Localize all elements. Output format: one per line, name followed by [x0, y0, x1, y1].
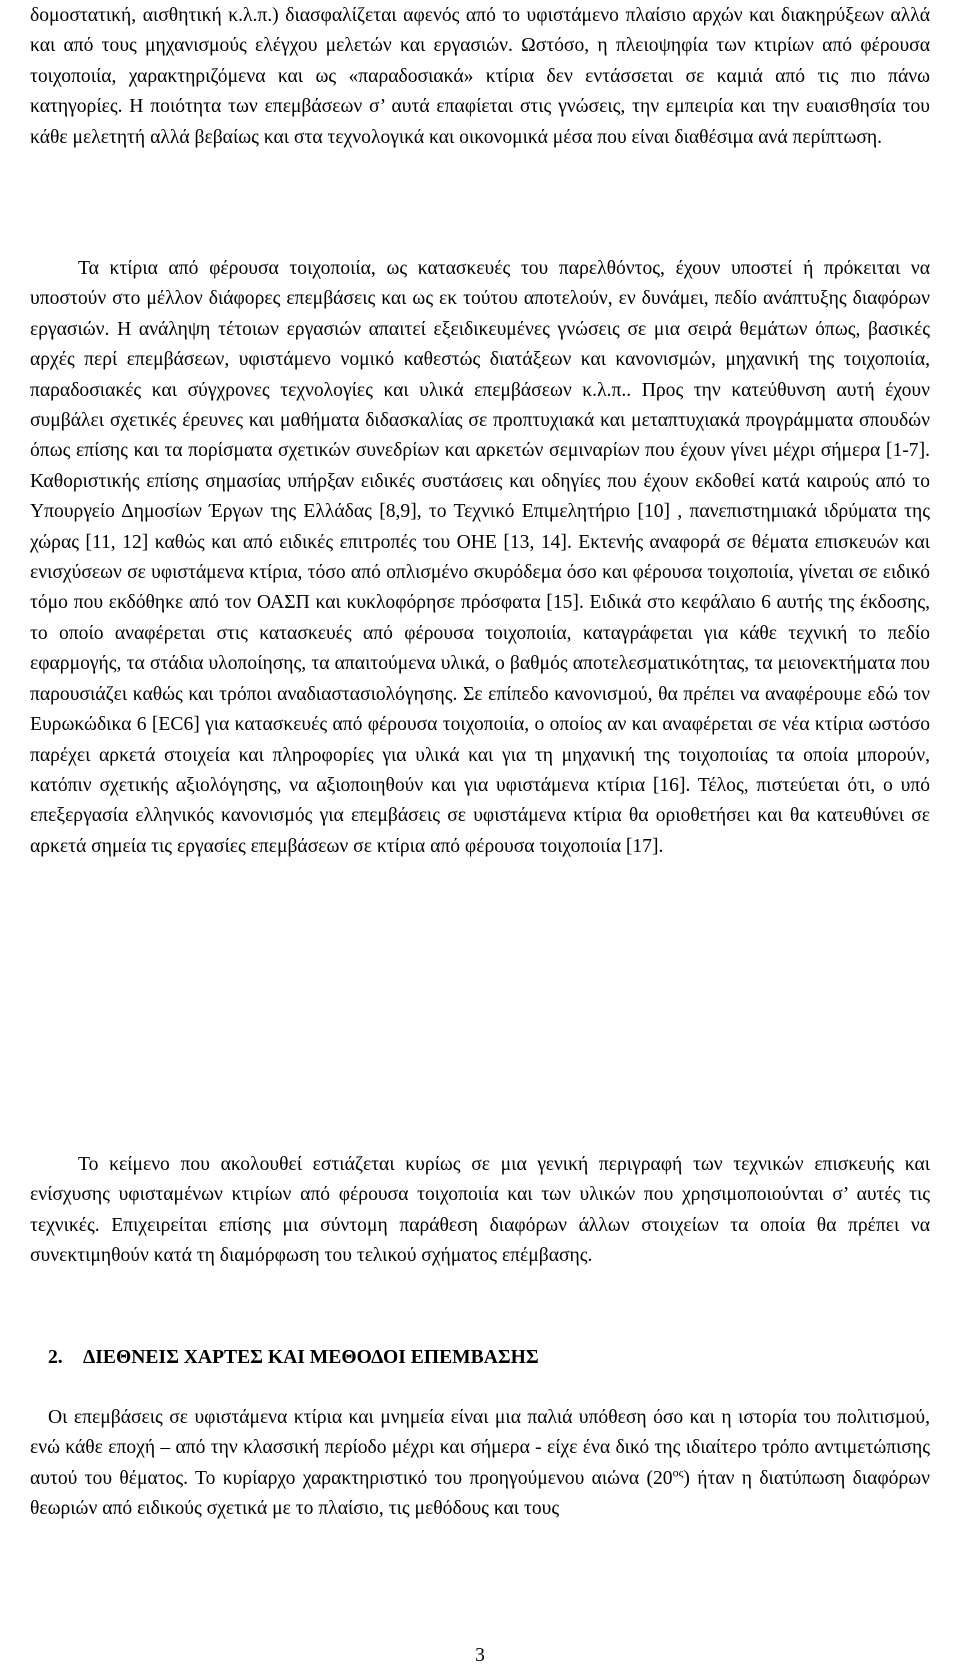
paragraph: Το κείμενο που ακολουθεί εστιάζεται κυρίως σε μια γενική περιγραφή των τεχνικών επισκευής και ενίσχυσης υφισταμένων κτιρίων από φέρουσα τοιχοποιία και των υλικών που χρησιμοποιούνται σ’ αυτές τις τεχνικές. Επιχειρείται επίσης μια σύντομη παράθεση διαφόρων άλλων στοιχείων τα οποία θα πρέπει να συνεκτιμηθούν κατά τη διαμόρφωση του τελικού σχήματος επέμβασης.	[30, 1154, 930, 1267]
page-number: 3	[475, 1645, 485, 1666]
paragraph: Τα κτίρια από φέρουσα τοιχοποιία, ως κατασκευές του παρελθόντος, έχουν υποστεί ή πρόκειται να υποστούν στο μέλλον διάφορες επεμβάσεις και ως εκ τούτου αποτελούν, εν δυνάμει, πεδίο ανάπτυξης διαφόρων εργασιών. Η ανάληψη τέτοιων εργασιών απαιτεί εξειδικευμένες γνώσεις σε μια σειρά θεμάτων όπως, βασικές αρχές περί επεμβάσεων, υφιστάμενο νομικό καθεστώς διατάξεων και κανονισμών, μηχανική της τοιχοποιία, παραδοσιακές και σύγχρονες τεχνολογίες και υλικά επεμβάσεων κ.λ.π.. Προς την κατεύθυνση αυτή έχουν συμβάλει σχετικές έρευνες και μαθήματα διδασκαλίας σε προπτυχιακά και μεταπτυχιακά προγράμματα σπουδών όπως επίσης και τα πορίσματα σχετικών συνεδρίων και αρκετών σεμιναρίων που έχουν γίνει μέχρι σήμερα [1-7]. Καθοριστικής επίσης σημασίας υπήρξαν ειδικές συστάσεις και οδηγίες που έχουν εκδοθεί κατά καιρούς από το Υπουργείο Δημοσίων Έργων της Ελλάδας [8,9], το Τεχνικό Επιμελητήριο [10] , πανεπιστημιακά ιδρύματα της χώρας [11, 12] καθώς και από ειδικές επιτροπές του ΟΗΕ [13, 14]. Εκτενής αναφορά σε θέματα επισκευών και ενισχύσεων σε υφιστάμενα κτίρια, τόσο από οπλισμένο σκυρόδεμα όσο και φέρουσα τοιχοποιία, γίνεται σε ειδικό τόμο που εκδόθηκε από τον ΟΑΣΠ και κυκλοφόρησε πρόσφατα [15]. Ειδικά στο κεφάλαιο 6 αυτής της έκδοσης, το οποίο αναφέρεται στις κατασκευές από φέρουσα τοιχοποιία, καταγράφεται για κάθε τεχνική το πεδίο εφαρμογής, τα στάδια υλοποίησης, τα απαιτούμενα υλικά, ο βαθμός αποτελεσματικότητας, τα μειονεκτήματα που παρουσιάζει καθώς και τρόποι αναδιαστασιολόγησης. Σε επίπεδο κανονισμού, θα πρέπει να αναφέρουμε εδώ τον Ευρωκώδικα 6 [EC6] για κατασκευές από φέρουσα τοιχοποιία, ο οποίος αν και αναφέρεται σε νέα κτίρια ωστόσο παρέχει αρκετά στοιχεία και πληροφορίες για υλικά και για τη μηχανική της τοιχοποιίας τα οποία μπορούν, κατόπιν σχετικής αξιολόγησης, να αξιοποιηθούν και για υφιστάμενα κτίρια [16]. Τέλος, πιστεύεται ότι, ο υπό επεξεργασία ελληνικός κανονισμός για επεμβάσεις σε υφιστάμενα κτίρια θα οριοθετήσει και θα κατευθύνει σε αρκετά σημεία τις εργασίες επεμβάσεων σε κτίρια από φέρουσα τοιχοποιία [17].	[30, 258, 930, 857]
section-heading	[48, 1343, 539, 1373]
section-title: ΔΙΕΘΝΕΙΣ ΧΑΡΤΕΣ ΚΑΙ ΜΕΘΟΔΟΙ ΕΠΕΜΒΑΣΗΣ	[83, 1347, 539, 1368]
paragraph	[30, 1403, 930, 1525]
paragraph-text: Οι επεμβάσεις σε υφιστάμενα κτίρια και μνημεία είναι μια παλιά υπόθεση όσο και η ιστορία του πολιτισμού, ενώ κάθε εποχή – από την κλασσική περίοδο μέχρι και σήμερα - είχε ένα δικό της ιδιαίτερο τρόπο αντιμετώπισης αυτού του θέματος. Το κυρίαρχο χαρακτηριστικό του προηγούμενου αιώνα (20	[30, 1407, 930, 1489]
section-number: 2.	[48, 1347, 63, 1368]
superscript: ος	[672, 1465, 684, 1480]
paragraph-text: ) ήταν η διατύπωση διαφόρων θεωριών από ειδικούς σχετικά με το πλαίσιο, τις μεθόδους και τους	[30, 1467, 930, 1520]
paragraph: δομοστατική, αισθητική κ.λ.π.) διασφαλίζεται αφενός από το υφιστάμενο πλαίσιο αρχών και διακηρύξεων αλλά και από τους μηχανισμούς ελέγχου μελετών και εργασιών. Ωστόσο, η πλειοψηφία των κτιρίων από φέρουσα τοιχοποιία, χαρακτηριζόμενα και ως «παραδοσιακά» κτίρια δεν εντάσσεται σε καμιά από τις πιο πάνω κατηγορίες. Η ποιότητα των επεμβάσεων σ’ αυτά επαφίεται στις γνώσεις, την εμπειρία και την ευαισθησία του κάθε μελετητή αλλά βεβαίως και στα τεχνολογικά και οικονομικά μέσα που είναι διαθέσιμα ανά περίπτωση.	[30, 5, 930, 148]
